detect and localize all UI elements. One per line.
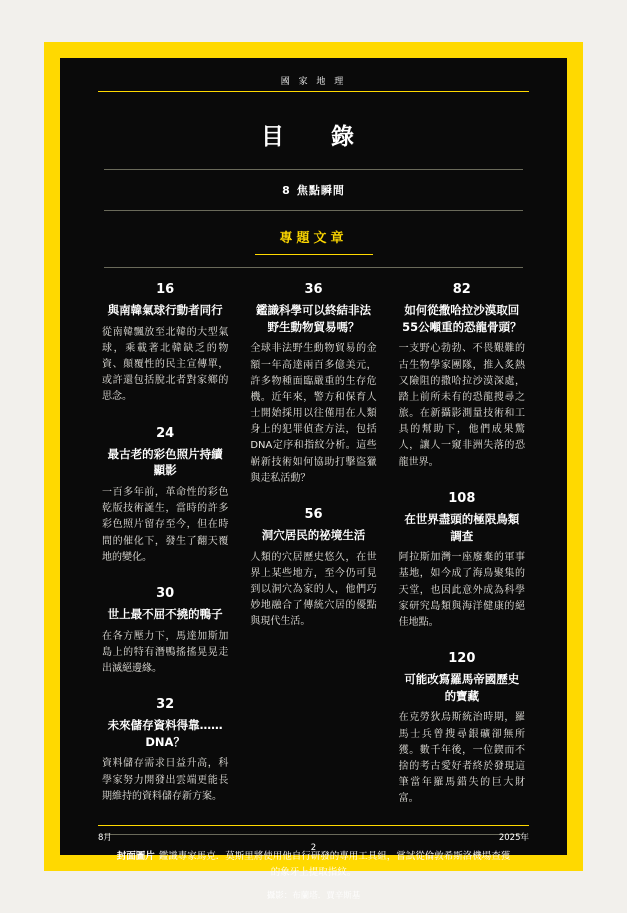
toc-entry[interactable] [399, 282, 525, 471]
entry-page-number: 108 [448, 490, 476, 506]
entry-body: 一支野心勃勃、不畏艱難的古生物學家團隊，推入炙熱又險阻的撒哈拉沙漠深處，踏上前所未有的恐龍搜尋之旅。在新攝影測量技術和工具的幫助下，他們成果驚人，讓人一窺非洲失落的恐龍世界。 [398, 343, 525, 468]
entry-body: 在各方壓力下，馬達加斯加島上的特有潛鴨搖搖晃晃走出滅絕邊緣。 [102, 630, 229, 674]
entry-body: 資料儲存需求日益升高，科學家努力開發出雲端更能長期維持的資料儲存新方案。 [102, 758, 229, 802]
cover-note-credit: 攝影：布蘭塔．賈辛斯基 [266, 890, 361, 901]
masthead-title: 國 家 地 理 [280, 77, 347, 87]
entry-body: 阿拉斯加灣一座廢棄的軍事基地，如今成了海鳥聚集的天堂，也因此意外成為科學家研究島類與海洋健康的絕佳地點。 [398, 552, 525, 628]
toc-entry[interactable] [102, 697, 228, 805]
toc-column-2 [250, 282, 376, 828]
feature-section-title: 專題文章 [279, 231, 348, 246]
toc-entry[interactable] [102, 586, 228, 677]
page-footer [98, 825, 529, 853]
feature-section-underline [255, 254, 373, 255]
entry-body: 全球非法野生動物貿易的金額一年高達兩百多億美元，許多物種面臨嚴重的生存危機。近年來，警方和保育人士開始採用以往僅用在人類身上的犯罪偵查方法，包括DNA定序和指紋分析。這些嶄新技術如何協助打擊盜獵與走私活動？ [250, 343, 377, 484]
entry-body: 一百多年前，革命性的彩色乾版技術誕生，當時的許多彩色照片留存至今，但在時間的催化下，發生了翻天覆地的變化。 [102, 486, 229, 563]
entry-headline: 世上最不屈不撓的鴨子 [107, 606, 223, 621]
footer-page-number: 2 [310, 843, 317, 853]
page-title: 目 錄 [261, 123, 366, 150]
toc-entry[interactable] [102, 282, 228, 406]
toc-entry[interactable] [250, 507, 376, 631]
entry-page-number: 16 [156, 282, 175, 297]
entry-page-number: 32 [156, 697, 175, 713]
entry-headline: 在世界盡頭的極限鳥類調查 [404, 511, 520, 543]
masthead-divider [98, 91, 529, 92]
spotlight-page-number: 8 [282, 184, 291, 197]
toc-columns [98, 268, 529, 828]
toc-entry[interactable] [102, 426, 228, 566]
spotlight-entry[interactable] [98, 170, 529, 210]
entry-headline: 可能改寫羅馬帝國歷史的寶藏 [404, 672, 520, 703]
footer-month: 8月 [98, 833, 112, 843]
spotlight-label: 焦點瞬間 [296, 184, 345, 197]
toc-column-1 [102, 282, 228, 828]
cover-note-label: 封面圖片 [116, 850, 155, 862]
entry-headline: 鑑識科學可以終結非法野生動物貿易嗎？ [255, 303, 371, 334]
footer-divider [98, 825, 529, 826]
toc-entry[interactable] [250, 282, 376, 487]
footer-year: 2025年 [498, 833, 529, 843]
entry-headline: 洞穴居民的祕境生活 [261, 528, 366, 543]
entry-body: 在克勞狄烏斯統治時期，羅馬士兵曾搜尋銀礦卻無所獲。數千年後，一位鍥而不捨的考古愛好者終於發現這筆當年羅馬錯失的巨大財富。 [398, 712, 525, 805]
entry-page-number: 30 [156, 585, 175, 601]
entry-page-number: 24 [156, 425, 175, 441]
entry-body: 從南韓飄放至北韓的大型氣球，乘載著北韓缺乏的物資、顛覆性的民主宣傳單，或許還包括脫北者對家鄉的思念。 [102, 326, 229, 403]
toc-entry[interactable] [399, 651, 525, 807]
cover-note-text: 鑑識專家馬克．莫斯里將使用他自行研發的專用工具組，嘗試從倫敦希斯洛機場查獲的象牙上提取指紋。 [158, 850, 511, 878]
entry-page-number: 82 [452, 282, 471, 297]
entry-headline: 最古老的彩色照片持續顯影 [107, 446, 223, 478]
magazine-page [44, 42, 583, 901]
entry-page-number: 120 [448, 651, 476, 667]
toc-entry[interactable] [399, 491, 525, 631]
page-inner [60, 58, 567, 901]
toc-column-3 [399, 282, 525, 828]
entry-page-number: 56 [304, 507, 323, 523]
entry-headline: 如何從撒哈拉沙漠取回55公噸重的恐龍骨頭？ [402, 303, 522, 334]
entry-page-number: 36 [304, 282, 323, 297]
entry-headline: 與南韓氣球行動者同行 [107, 303, 223, 317]
entry-body: 人類的穴居歷史悠久，在世界上某些地方，至今仍可見到以洞穴為家的人，他們巧妙地融合了傳統穴居的優點與現代生活。 [250, 551, 377, 628]
entry-headline: 未來儲存資料得靠……DNA？ [107, 718, 223, 749]
